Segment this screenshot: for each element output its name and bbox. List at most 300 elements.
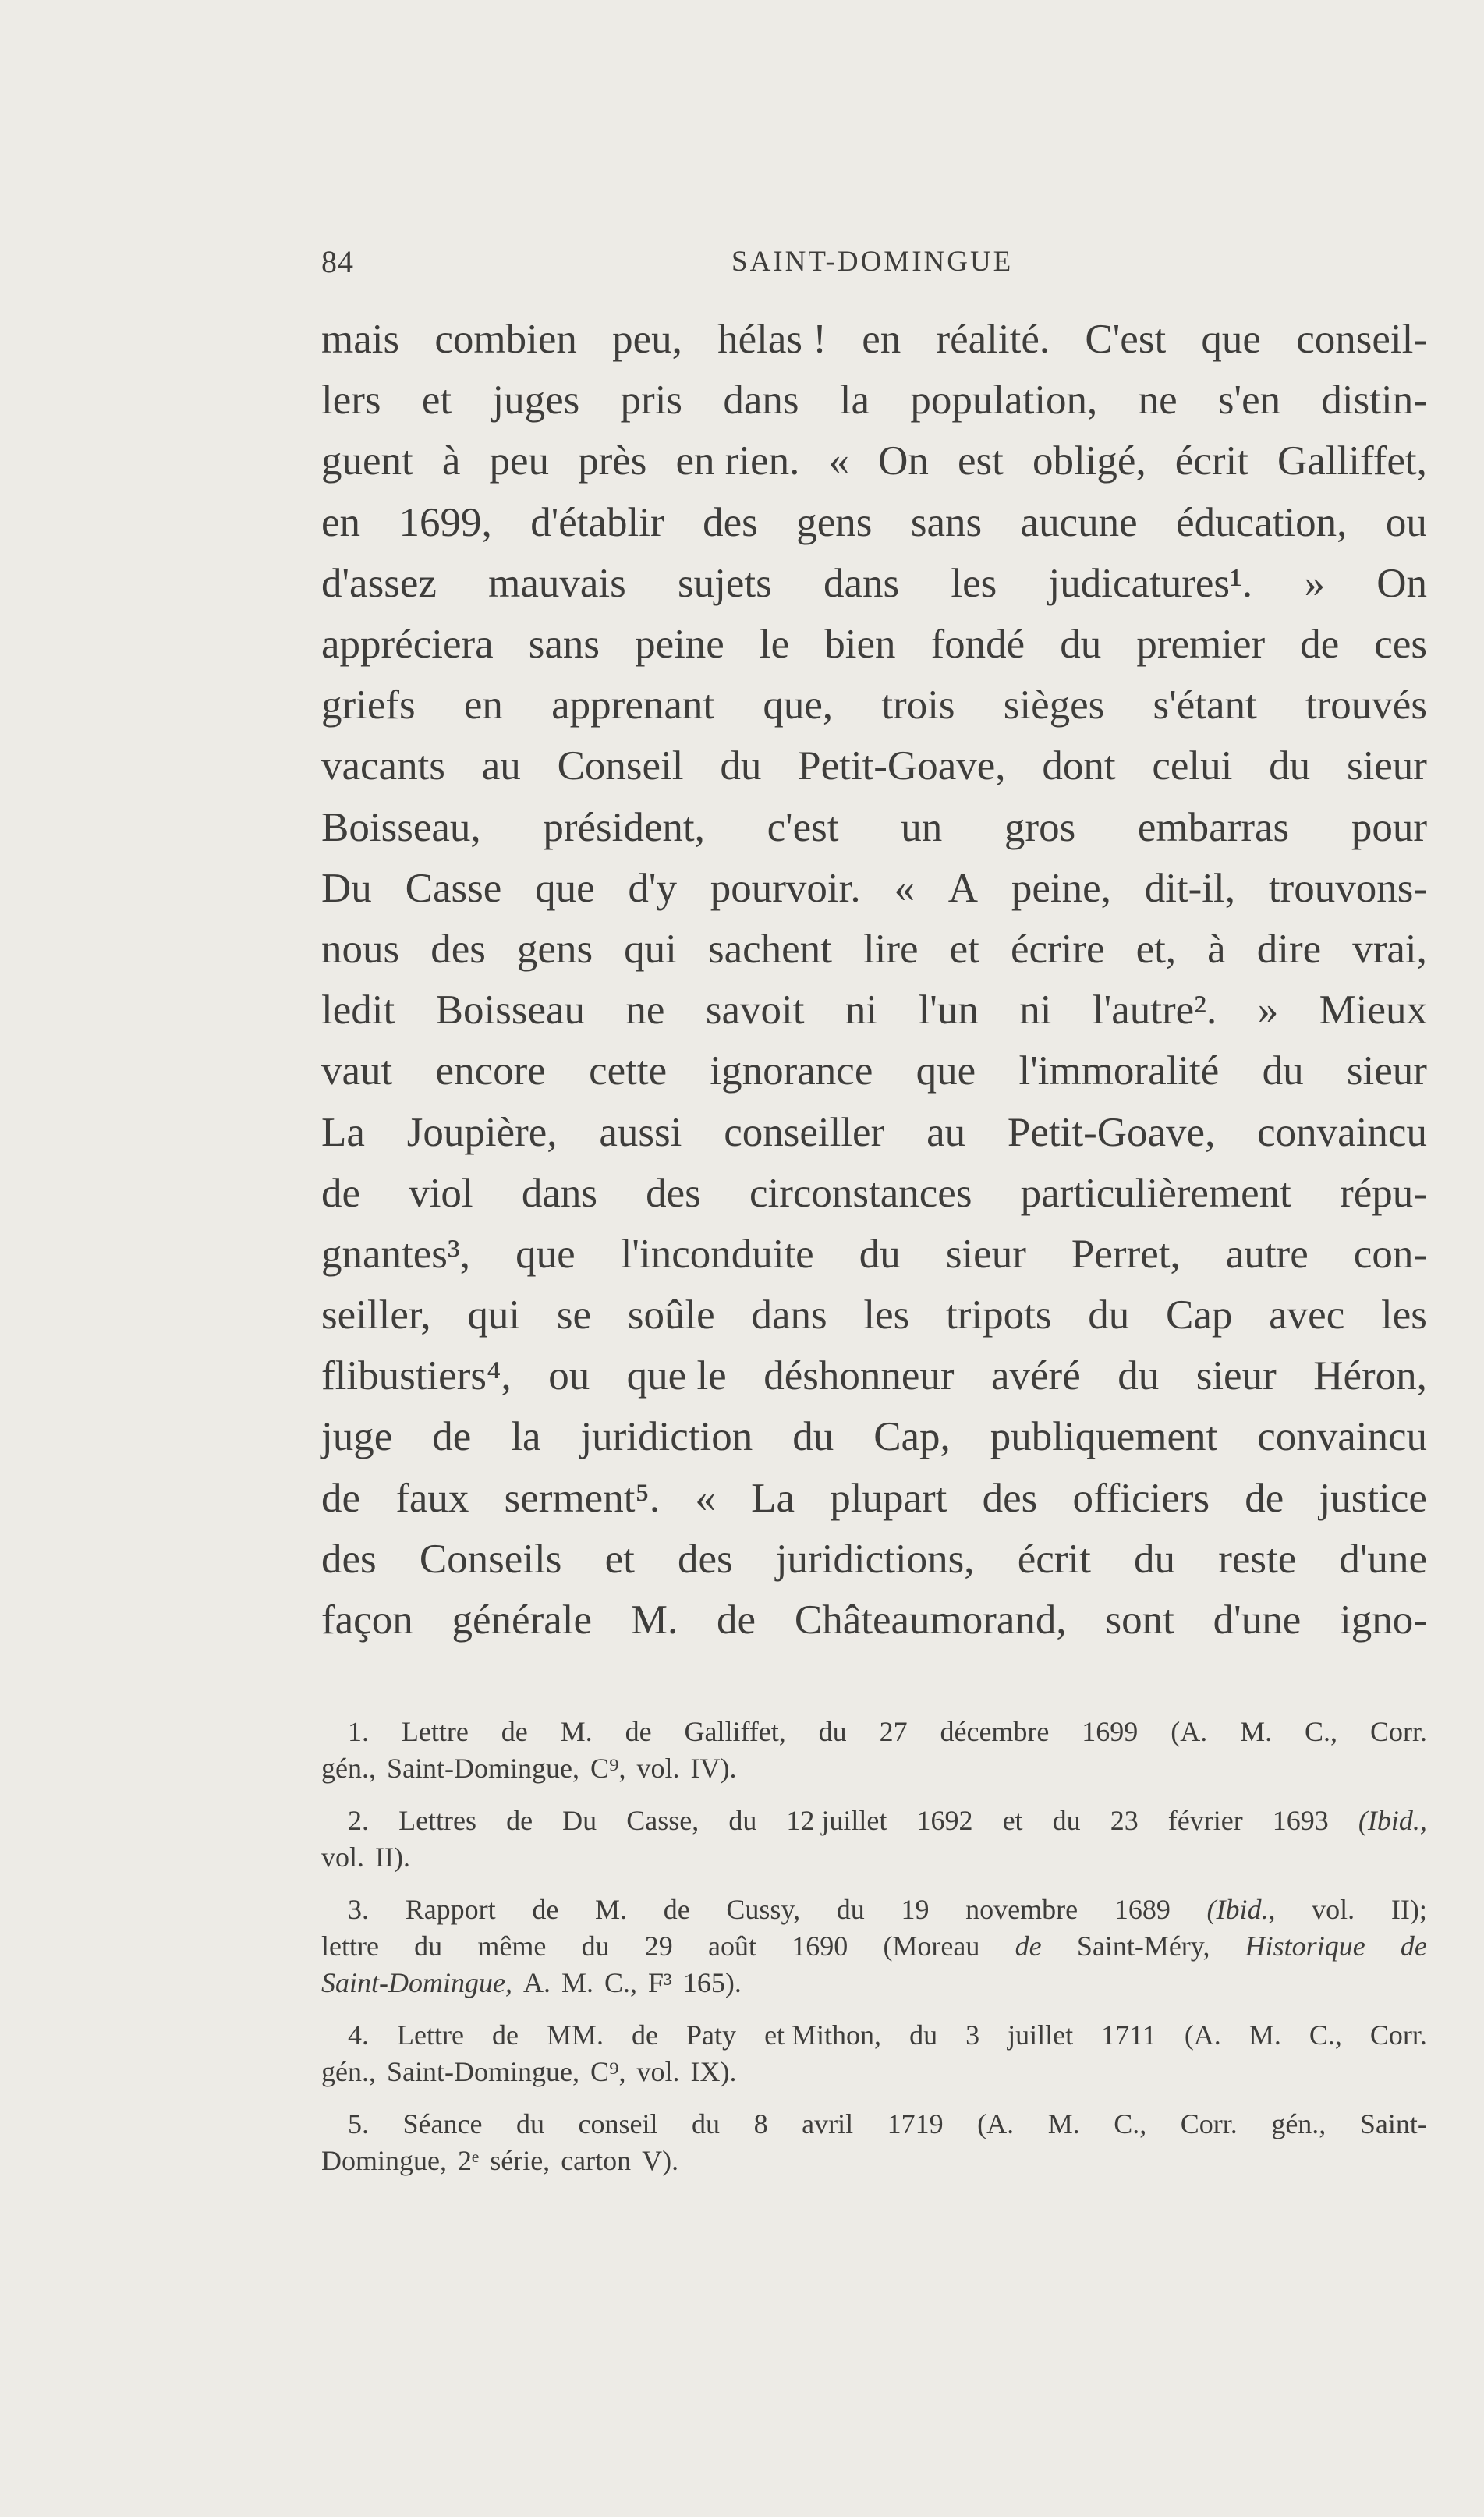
footnotes — [321, 1713, 1427, 2178]
text-line — [321, 492, 1427, 553]
word: ni — [845, 987, 878, 1033]
footnote — [321, 1713, 1427, 1786]
word: F³ — [648, 1966, 672, 1998]
word: Cap — [1166, 1292, 1233, 1338]
footnote-line — [321, 1838, 1427, 1875]
word: 2. — [348, 1804, 369, 1836]
text-line — [321, 1529, 1427, 1590]
word: con- — [1353, 1231, 1427, 1277]
word: appréciera — [321, 622, 494, 668]
word: vaut — [321, 1048, 393, 1094]
word: même — [477, 1930, 547, 1962]
word: 1699, — [398, 499, 492, 545]
word: celui — [1152, 743, 1233, 789]
word: du — [581, 1930, 610, 1962]
word: vol. — [636, 1752, 680, 1784]
word: l'immoralité — [1018, 1048, 1220, 1094]
word: judicatures¹. — [1048, 560, 1253, 606]
text-line — [321, 980, 1427, 1040]
text-line — [321, 919, 1427, 980]
word: Saint-Domingue, — [321, 1966, 512, 1998]
word: du — [692, 2108, 721, 2139]
word: dire — [1256, 926, 1322, 972]
word: (A. — [1184, 2019, 1221, 2051]
text-line — [321, 1406, 1427, 1467]
word: Galliffet, — [1277, 438, 1427, 484]
word: que le — [626, 1353, 727, 1399]
word: 19 — [901, 1893, 930, 1925]
text-line — [321, 797, 1427, 858]
word: Du — [321, 865, 372, 911]
word: du — [792, 1414, 834, 1460]
word: conseil — [578, 2108, 658, 2139]
word: dans — [823, 560, 900, 606]
word: dans — [751, 1292, 827, 1338]
word: vacants — [321, 743, 445, 789]
word: de — [1300, 622, 1340, 668]
word: du — [1060, 622, 1102, 668]
word: lers — [321, 378, 381, 424]
word: ne — [1138, 378, 1178, 424]
word: Paty — [686, 2019, 737, 2051]
word: M. — [595, 1893, 628, 1925]
word: obligé, — [1032, 438, 1146, 484]
word: de — [532, 1893, 559, 1925]
word: en — [321, 499, 361, 545]
word: » — [1257, 987, 1279, 1033]
text-line — [321, 1285, 1427, 1345]
word: façon — [321, 1597, 413, 1643]
word: 29 — [644, 1930, 673, 1962]
text-line — [321, 309, 1427, 370]
word: « — [828, 438, 850, 484]
word: autre — [1225, 1231, 1309, 1277]
word: de — [1245, 1475, 1284, 1521]
word: près — [578, 438, 647, 484]
word: juillet — [1008, 2019, 1074, 2051]
word: que — [916, 1048, 976, 1094]
word: circonstances — [749, 1170, 972, 1216]
word: ledit — [321, 987, 395, 1033]
word: de — [1015, 1930, 1042, 1962]
word: Saint-Méry, — [1076, 1930, 1210, 1962]
word: Lettre — [401, 1715, 469, 1747]
word: igno- — [1340, 1597, 1427, 1643]
word: aucune — [1020, 499, 1138, 545]
word: juge — [321, 1414, 393, 1460]
word: Boisseau — [435, 987, 585, 1033]
word: premier — [1136, 622, 1266, 668]
page-number: 84 — [321, 244, 354, 279]
word: des — [703, 499, 758, 545]
word: du — [1052, 1804, 1081, 1836]
word: 3 — [965, 2019, 980, 2051]
word: Casse — [405, 865, 502, 911]
word: d'assez — [321, 560, 437, 606]
word: que — [535, 865, 595, 911]
word: Saint- — [1359, 2108, 1427, 2139]
word: ni — [1019, 987, 1052, 1033]
word: M. — [1047, 2108, 1080, 2139]
word: août — [708, 1930, 756, 1962]
word: (Ibid., — [1358, 1804, 1427, 1836]
word: trouvés — [1305, 682, 1427, 729]
word: à — [1207, 926, 1226, 972]
word: 27 — [879, 1715, 908, 1747]
word: justice — [1319, 1475, 1427, 1521]
word: 2ᵉ — [457, 2144, 480, 2176]
word: s'étant — [1153, 682, 1257, 729]
footnote-spacer — [321, 2090, 1427, 2105]
text-line — [321, 614, 1427, 675]
word: Perret, — [1071, 1231, 1181, 1277]
word: du — [728, 1804, 757, 1836]
word: à — [441, 438, 461, 484]
word: mauvais — [488, 560, 626, 606]
word: apprenant — [551, 682, 715, 729]
word: serment⁵. — [504, 1475, 661, 1521]
text-line — [321, 1468, 1427, 1529]
word: des — [678, 1536, 733, 1582]
word: 12 juillet — [786, 1804, 887, 1836]
word: la — [839, 378, 870, 424]
word: C⁹, — [590, 1752, 626, 1784]
word: est — [958, 438, 1004, 484]
word: peine, — [1011, 865, 1111, 911]
word: 1692 — [916, 1804, 973, 1836]
word: du — [859, 1231, 901, 1277]
word: sieur — [1195, 1353, 1277, 1399]
word: Conseils — [419, 1536, 562, 1582]
word: 3. — [348, 1893, 369, 1925]
word: (Moreau — [883, 1930, 980, 1962]
word: peu — [489, 438, 549, 484]
word: du — [1117, 1353, 1160, 1399]
word: ces — [1374, 622, 1427, 668]
word: en — [463, 682, 503, 729]
word: écrit — [1174, 438, 1248, 484]
word: convaincu — [1257, 1109, 1427, 1155]
word: cette — [589, 1048, 668, 1094]
footnote-line — [321, 2142, 1427, 2178]
word: lire — [862, 926, 919, 972]
word: avéré — [991, 1353, 1081, 1399]
word: et — [421, 378, 452, 424]
word: ou — [548, 1353, 590, 1399]
word: mais — [321, 317, 400, 363]
word: Corr. — [1369, 2019, 1427, 2051]
word: réalité. — [936, 317, 1050, 363]
word: de — [625, 1715, 652, 1747]
word: Héron, — [1313, 1353, 1427, 1399]
text-line — [321, 1101, 1427, 1162]
word: du — [720, 743, 762, 789]
word: A — [947, 865, 979, 911]
word: griefs — [321, 682, 416, 729]
word: dans — [723, 378, 799, 424]
word: Historique — [1245, 1930, 1365, 1962]
word: C., — [604, 1966, 637, 1998]
word: sieur — [1346, 1048, 1427, 1094]
word: Domingue, — [321, 2144, 447, 2176]
word: du — [836, 1893, 865, 1925]
word: La — [751, 1475, 795, 1521]
word: Rapport — [405, 1893, 496, 1925]
word: l'un — [918, 987, 979, 1033]
word: d'établir — [530, 499, 664, 545]
text-line — [321, 1224, 1427, 1285]
text-line — [321, 553, 1427, 614]
word: peu, — [612, 317, 682, 363]
word: de — [1400, 1930, 1427, 1962]
word: du — [909, 2019, 938, 2051]
word: population, — [910, 378, 1098, 424]
word: 1690 — [792, 1930, 848, 1962]
word: le — [759, 622, 790, 668]
word: sont — [1105, 1597, 1174, 1643]
word: tripots — [946, 1292, 1052, 1338]
word: et — [1002, 1804, 1023, 1836]
word: des — [321, 1536, 377, 1582]
word: de — [663, 1893, 690, 1925]
text-line — [321, 370, 1427, 431]
word: se — [556, 1292, 592, 1338]
word: Corr. — [1369, 1715, 1427, 1747]
word: des — [430, 926, 486, 972]
word: (A. — [977, 2108, 1015, 2139]
word: M. — [1240, 1715, 1273, 1747]
word: Saint-Domingue, — [386, 2055, 579, 2087]
word: 4. — [348, 2019, 369, 2051]
word: vol. — [321, 1841, 365, 1873]
word: éducation, — [1176, 499, 1348, 545]
word: et, — [1135, 926, 1177, 972]
word: C., — [1114, 2108, 1147, 2139]
word: au — [926, 1109, 966, 1155]
text-line — [321, 1345, 1427, 1406]
text-line — [321, 1163, 1427, 1224]
footnote — [321, 1802, 1427, 1875]
word: dans — [521, 1170, 597, 1216]
running-head: SAINT-DOMINGUE — [731, 246, 1014, 278]
page-header — [321, 240, 1426, 284]
word: déshonneur — [763, 1353, 955, 1399]
word: écrire — [1010, 926, 1105, 972]
word: Casse, — [626, 1804, 699, 1836]
footnote-line — [321, 2105, 1427, 2142]
word: trois — [881, 682, 955, 729]
word: 1. — [348, 1715, 369, 1747]
word: sieur — [945, 1231, 1026, 1277]
word: de — [432, 1414, 472, 1460]
word: V). — [642, 2144, 679, 2176]
footnote-line — [321, 1927, 1427, 1964]
word: sieur — [1346, 743, 1427, 789]
word: président, — [543, 804, 705, 850]
word: Cussy, — [726, 1893, 801, 1925]
word: lettre — [321, 1930, 379, 1962]
word: l'autre². — [1092, 987, 1217, 1033]
word: vol. — [1312, 1893, 1355, 1925]
word: 23 — [1110, 1804, 1139, 1836]
word: carton — [561, 2144, 632, 2176]
word: de — [632, 2019, 659, 2051]
word: des — [646, 1170, 701, 1216]
word: Cap, — [873, 1414, 951, 1460]
word: gens — [796, 499, 873, 545]
word: On — [1376, 560, 1427, 606]
footnote — [321, 2105, 1427, 2178]
word: pris — [620, 378, 683, 424]
word: et Mithon, — [764, 2019, 882, 2051]
word: d'une — [1339, 1536, 1427, 1582]
word: pourvoir. — [710, 865, 861, 911]
word: c'est — [767, 804, 839, 850]
word: M. — [560, 1715, 593, 1747]
word: IX). — [690, 2055, 737, 2087]
text-line — [321, 1590, 1427, 1650]
word: M. — [630, 1597, 678, 1643]
word: Petit-Goave, — [798, 743, 1006, 789]
footnote-spacer — [321, 1875, 1427, 1891]
word: vol. — [636, 2055, 680, 2087]
word: la — [511, 1414, 541, 1460]
word: de — [321, 1170, 361, 1216]
word: bien — [824, 622, 896, 668]
word: sachent — [707, 926, 832, 972]
word: du — [1269, 743, 1311, 789]
footnote-spacer — [321, 2001, 1427, 2016]
word: écrit — [1017, 1536, 1091, 1582]
word: de — [501, 1715, 528, 1747]
word: C., — [1305, 1715, 1338, 1747]
word: MM. — [546, 2019, 604, 2051]
word: officiers — [1072, 1475, 1210, 1521]
word: 165). — [682, 1966, 742, 1998]
word: viol — [409, 1170, 473, 1216]
word: des — [982, 1475, 1038, 1521]
word: hélas ! — [717, 317, 827, 363]
word: du — [516, 2108, 544, 2139]
word: et — [604, 1536, 635, 1582]
text-line — [321, 675, 1427, 736]
word: Conseil — [557, 743, 684, 789]
word: Lettres — [398, 1804, 477, 1836]
word: 1711 — [1101, 2019, 1156, 2051]
word: embarras — [1137, 804, 1290, 850]
word: gros — [1004, 804, 1076, 850]
word: Du — [562, 1804, 597, 1836]
word: ou — [1385, 499, 1427, 545]
word: Châteaumorand, — [794, 1597, 1067, 1643]
word: guent — [321, 438, 413, 484]
footnote-line — [321, 1749, 1427, 1786]
text-line — [321, 431, 1427, 491]
word: avril — [802, 2108, 854, 2139]
word: répu- — [1340, 1170, 1427, 1216]
word: II); — [1390, 1893, 1427, 1925]
word: flibustiers⁴, — [321, 1353, 512, 1399]
word: série, — [490, 2144, 551, 2176]
word: M. — [1248, 2019, 1281, 2051]
footnote-line — [321, 1891, 1427, 1927]
word: ne — [625, 987, 665, 1033]
word: soûle — [627, 1292, 715, 1338]
word: juridictions, — [775, 1536, 975, 1582]
word: plupart — [830, 1475, 947, 1521]
word: pour — [1351, 804, 1427, 850]
word: distin- — [1321, 378, 1427, 424]
footnote-line — [321, 1713, 1427, 1749]
word: gén., — [321, 2055, 376, 2087]
word: (Ibid., — [1206, 1893, 1276, 1925]
word: sujets — [678, 560, 772, 606]
footnote-spacer — [321, 1786, 1427, 1802]
text-line — [321, 858, 1427, 919]
word: qui — [624, 926, 677, 972]
word: Corr. — [1180, 2108, 1238, 2139]
word: un — [901, 804, 943, 850]
footnote-line — [321, 2016, 1427, 2053]
word: conseiller — [724, 1109, 885, 1155]
word: et — [949, 926, 979, 972]
word: On — [878, 438, 929, 484]
footnote — [321, 2016, 1427, 2090]
word: gens — [516, 926, 593, 972]
word: novembre — [965, 1893, 1078, 1925]
footnote-line — [321, 1802, 1427, 1838]
word: 1699 — [1082, 1715, 1139, 1747]
word: du — [818, 1715, 847, 1747]
word: La — [321, 1109, 365, 1155]
word: les — [951, 560, 997, 606]
word: A. — [522, 1966, 551, 1998]
word: 8 — [753, 2108, 768, 2139]
word: fondé — [930, 622, 1025, 668]
word: de — [321, 1475, 361, 1521]
word: 1693 — [1272, 1804, 1329, 1836]
word: M. — [561, 1966, 593, 1998]
word: au — [481, 743, 521, 789]
word: sans — [528, 622, 600, 668]
word: 1719 — [887, 2108, 944, 2139]
word: dont — [1042, 743, 1116, 789]
word: d'y — [628, 865, 677, 911]
word: gén., — [1271, 2108, 1326, 2139]
word: C., — [1309, 2019, 1342, 2051]
word: Petit-Goave, — [1007, 1109, 1216, 1155]
word: II). — [375, 1841, 410, 1873]
word: juridiction — [580, 1414, 753, 1460]
word: Boisseau, — [321, 804, 481, 850]
word: en — [862, 317, 901, 363]
word: que — [515, 1231, 576, 1277]
word: du — [1134, 1536, 1176, 1582]
word: IV). — [690, 1752, 737, 1784]
word: faux — [395, 1475, 469, 1521]
word: seiller, — [321, 1292, 431, 1338]
word: d'une — [1213, 1597, 1302, 1643]
word: décembre — [940, 1715, 1050, 1747]
word: de — [717, 1597, 756, 1643]
word: que — [1201, 317, 1261, 363]
word: les — [863, 1292, 910, 1338]
word: du — [414, 1930, 443, 1962]
word: Séance — [402, 2108, 483, 2139]
word: peine — [635, 622, 724, 668]
word: qui — [467, 1292, 521, 1338]
text-line — [321, 1040, 1427, 1101]
